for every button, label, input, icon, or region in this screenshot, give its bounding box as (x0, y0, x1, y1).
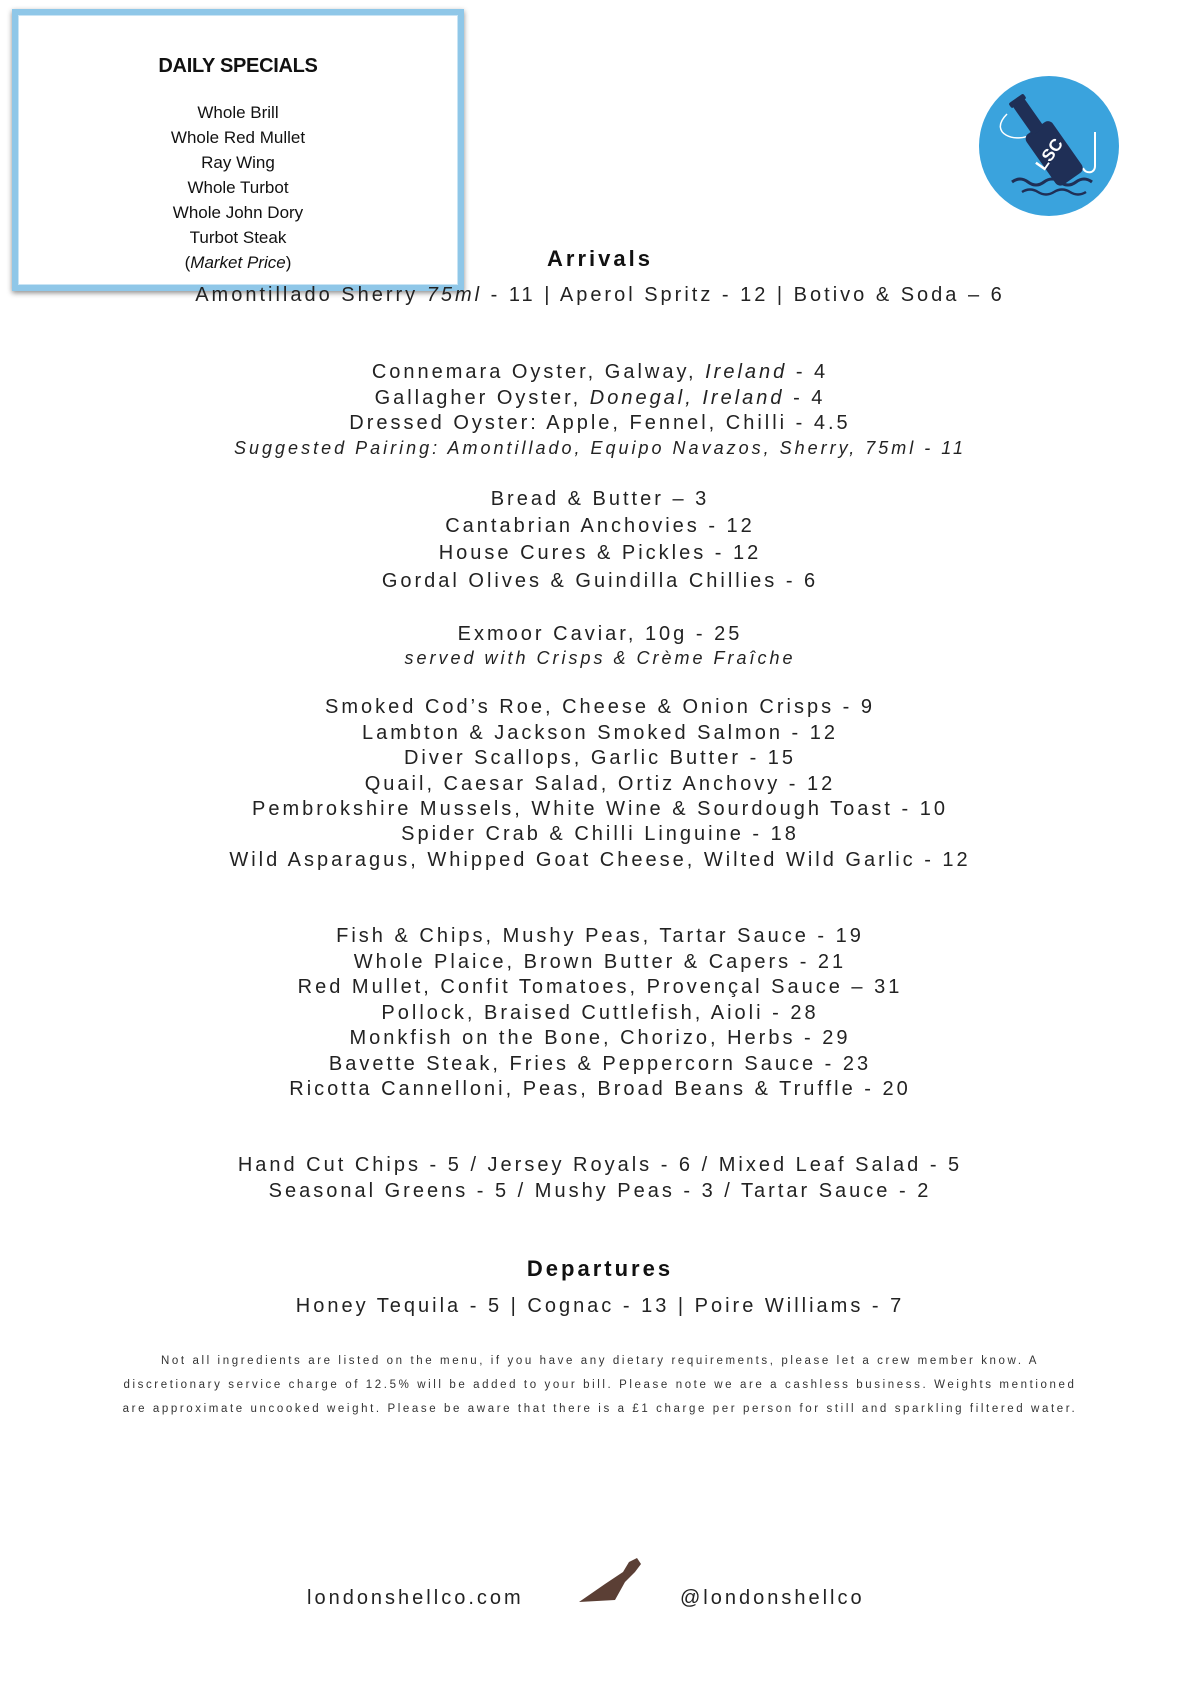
menu-item: Pollock, Braised Cuttlefish, Aioli - 28 (381, 1002, 819, 1024)
departures-title: Departures (526, 1256, 674, 1281)
website-link[interactable]: londonshellco.com (307, 1587, 524, 1609)
disclaimer-line: discretionary service charge of 12.5% will be added to your bill. Please note we are a cashless business. Weights mentioned (123, 1379, 1077, 1391)
specials-item: Whole Brill (197, 103, 279, 122)
arrivals-drink-post: - 11 | Aperol Spritz - 12 | Botivo & Soda – 6 (482, 284, 1005, 306)
menu-item (0, 387, 1200, 410)
item-origin: Donegal, Ireland (589, 387, 785, 409)
specials-item: Turbot Steak (189, 228, 287, 247)
market-price-open: ( (184, 253, 191, 272)
departures-line: Honey Tequila - 5 | Cognac - 13 | Poire Williams - 7 (295, 1295, 905, 1317)
caviar-note: served with Crisps & Crème Fraîche (404, 648, 796, 668)
menu-item: Exmoor Caviar, 10g - 25 (457, 623, 743, 645)
arrivals-drink-em: 75ml (426, 284, 483, 306)
item-price: - 4 (784, 387, 826, 409)
specials-title: DAILY SPECIALS (158, 55, 318, 77)
arrivals-drinks-line (0, 284, 1200, 307)
item-price: - 4 (787, 361, 829, 383)
sides-line: Seasonal Greens - 5 / Mushy Peas - 3 / Tartar Sauce - 2 (268, 1180, 932, 1202)
menu-item: Smoked Cod’s Roe, Cheese & Onion Crisps - 9 (325, 696, 875, 718)
menu-item (0, 361, 1200, 384)
menu-item: Pembrokshire Mussels, White Wine & Sourdough Toast - 10 (252, 798, 948, 820)
menu-item: Fish & Chips, Mushy Peas, Tartar Sauce - 19 (336, 925, 864, 947)
specials-item: Whole Turbot (187, 178, 289, 197)
item-text: Connemara Oyster, Galway, (371, 361, 706, 383)
arrivals-title: Arrivals (547, 246, 653, 271)
menu-item: Red Mullet, Confit Tomatoes, Provençal Sauce – 31 (297, 976, 903, 998)
menu-item: Cantabrian Anchovies - 12 (445, 515, 755, 537)
menu-item: Wild Asparagus, Whipped Goat Cheese, Wilted Wild Garlic - 12 (229, 849, 971, 871)
sides-line: Hand Cut Chips - 5 / Jersey Royals - 6 / Mixed Leaf Salad - 5 (237, 1154, 963, 1176)
specials-item: Whole John Dory (172, 203, 304, 222)
menu-item: Bread & Butter – 3 (490, 488, 710, 510)
logo-text: LSC (1031, 134, 1067, 174)
disclaimer-line: are approximate uncooked weight. Please be aware that there is a £1 charge per person for still and sparkling filtered water. (122, 1403, 1078, 1415)
item-origin: Ireland (705, 361, 788, 383)
menu-item: Dressed Oyster: Apple, Fennel, Chilli - 4.5 (349, 412, 851, 434)
item-text: Gallagher Oyster, (374, 387, 590, 409)
menu-item: Ricotta Cannelloni, Peas, Broad Beans & Truffle - 20 (289, 1078, 911, 1100)
menu-item: Monkfish on the Bone, Chorizo, Herbs - 29 (349, 1027, 851, 1049)
specials-item: Ray Wing (201, 153, 275, 172)
disclaimer-line: Not all ingredients are listed on the menu, if you have any dietary requirements, please let a crew member know. A (160, 1355, 1040, 1367)
menu-item: House Cures & Pickles - 12 (438, 542, 762, 564)
menu-item: Gordal Olives & Guindilla Chillies - 6 (381, 570, 819, 592)
market-price-text: Market Price (190, 253, 286, 272)
bottle-logo-icon (977, 74, 1122, 219)
social-handle-link[interactable]: @londonshellco (680, 1587, 865, 1609)
menu-item: Bavette Steak, Fries & Peppercorn Sauce - 23 (328, 1053, 872, 1075)
bottle-icon (575, 1556, 645, 1606)
menu-item: Whole Plaice, Brown Butter & Capers - 21 (353, 951, 847, 973)
market-price-close: ) (285, 253, 292, 272)
arrivals-drink-pre: Amontillado Sherry (195, 284, 427, 306)
menu-item: Lambton & Jackson Smoked Salmon - 12 (362, 722, 838, 744)
specials-item: Whole Red Mullet (170, 128, 306, 147)
menu-item: Quail, Caesar Salad, Ortiz Anchovy - 12 (364, 773, 836, 795)
menu-item: Diver Scallops, Garlic Butter - 15 (403, 747, 797, 769)
menu-item: Spider Crab & Chilli Linguine - 18 (401, 823, 799, 845)
pairing-suggestion: Suggested Pairing: Amontillado, Equipo Navazos, Sherry, 75ml - 11 (234, 438, 966, 458)
